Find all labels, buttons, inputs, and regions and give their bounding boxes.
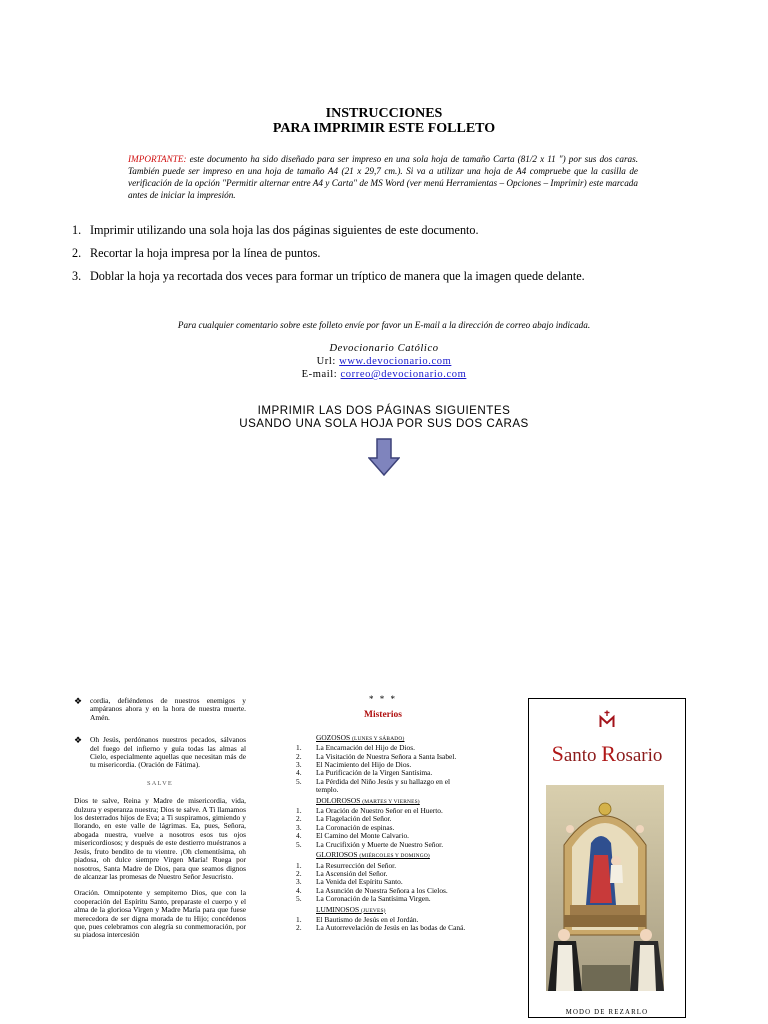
print-notice xyxy=(0,404,768,430)
item-number: 4. xyxy=(296,768,302,778)
bullet-text: cordia, defiéndenos de nuestros enemigos y ampáranos ahora y en la hora de nuestra muerte. Amén. xyxy=(90,696,246,722)
item-number: 3. xyxy=(296,822,302,832)
item-number: 3. xyxy=(296,877,302,887)
important-label: IMPORTANTE: xyxy=(128,154,187,164)
step-item xyxy=(72,269,712,284)
salve-text: Dios te salve, Reina y Madre de misericordia, vida, dulzura y esperanza nuestra; Dios te salve. A Ti llamamos los desterrados hijos de Eva; a Ti suspiramos, gimiendo y llorando, en este valle de lágrimas. Ea, pues, Señora, abogada nuestra, vuelve a nosotros esos tus ojos misericordiosos; y después de este destierro muéstranos a Jesús, fruto bendito de tu vientre. ¡Oh clementísima, oh piadosa, oh dulce siempre Virgen María! Ruega por nosotros, Santa Madre de Dios, para que seamos dignos de alcanzar las promesas de Nuestro Señor Jesucristo. xyxy=(74,796,246,881)
step-number: 1. xyxy=(72,223,82,237)
item-text: La Purificación de la Virgen Santísima. xyxy=(316,768,433,778)
bullet-paragraph xyxy=(74,736,246,770)
group-name: GOZOSOS xyxy=(316,732,351,742)
title-initial: S xyxy=(551,741,564,766)
item-text: La Flagelación del Señor. xyxy=(316,814,392,824)
item-text: La Autorrevelación de Jesús en las bodas de Caná. xyxy=(316,923,466,933)
mystery-group-heading xyxy=(316,797,470,806)
group-name: LUMINOSOS xyxy=(316,904,360,914)
title-text: osario xyxy=(615,745,663,766)
important-text: este documento ha sido diseñado para ser impreso en una sola hoja de tamaño Carta (81/2 x 11 ") por sus dos caras. También puede ser impreso en una hoja de tamaño A4 (21 x 29,7 cm.). Si va a utilizar una hoja de A4 compruebe que la casilla de verificación de la opción "Permitir alternar entre A4 y Carta" de MS Word (ver menú Herramientas – Opciones – Imprimir) este marcada antes de iniciar la impresión. xyxy=(128,154,638,200)
list-item xyxy=(296,924,470,932)
list-item xyxy=(296,841,470,849)
item-number: 2. xyxy=(296,751,302,761)
oracion-text: Oración. Omnipotente y sempiterno Dios, que con la cooperación del Espíritu Santo, preparaste el cuerpo y el alma de la gloriosa Virgen y Madre María para que fuese merecedora de ser digna morada de tu Hijo; concédenos que, pues celebramos con alegría su conmemoración, por su piadosa intercesión xyxy=(74,888,246,940)
item-number: 1. xyxy=(296,914,302,924)
contact-block xyxy=(0,342,768,381)
item-text: La Venida del Espíritu Santo. xyxy=(316,877,403,887)
item-text: La Resurrección del Señor. xyxy=(316,860,397,870)
group-name: GLORIOSOS xyxy=(316,850,358,860)
item-text: La Ascensión del Señor. xyxy=(316,868,388,878)
item-text: La Crucifixión y Muerte de Nuestro Señor. xyxy=(316,839,444,849)
virgin-rosary-painting xyxy=(546,785,664,991)
page-title xyxy=(0,106,768,136)
mystery-group-heading xyxy=(316,906,470,915)
item-text: El Camino del Monte Calvario. xyxy=(316,831,409,841)
print-notice-line-1: IMPRIMIR LAS DOS PÁGINAS SIGUIENTES xyxy=(257,404,511,417)
mystery-group-heading xyxy=(316,851,470,860)
item-number: 1. xyxy=(296,743,302,753)
item-number: 2. xyxy=(296,923,302,933)
step-text: Imprimir utilizando una sola hoja las dos páginas siguientes de este documento. xyxy=(90,223,479,237)
important-note xyxy=(128,153,638,201)
list-item xyxy=(296,778,470,795)
item-number: 5. xyxy=(296,839,302,849)
section-separator: * * * xyxy=(369,694,397,704)
group-days: (LUNES Y SÁBADO) xyxy=(351,735,405,742)
mysteries-column xyxy=(296,695,470,935)
group-days: (JUEVES) xyxy=(360,907,386,914)
comment-note: Para cualquier comentario sobre este folleto envíe por favor un E-mail a la dirección de correo abajo indicada. xyxy=(177,320,591,330)
item-text: El Nacimiento del Hijo de Dios. xyxy=(316,760,412,770)
url-line xyxy=(0,355,768,368)
instruction-steps xyxy=(72,223,712,292)
email-line xyxy=(0,368,768,381)
step-text: Doblar la hoja ya recortada dos veces para formar un tríptico de manera que la imagen quede delante. xyxy=(90,269,585,283)
marian-monogram-icon xyxy=(529,710,685,732)
step-text: Recortar la hoja impresa por la línea de puntos. xyxy=(90,246,321,260)
item-number: 1. xyxy=(296,806,302,816)
item-text: La Visitación de Nuestra Señora a Santa Isabel. xyxy=(316,751,457,761)
org-name: Devocionario Católico xyxy=(329,343,439,354)
url-label: Url: xyxy=(316,356,340,367)
item-text: La Pérdida del Niño Jesús y su hallazgo en el templo. xyxy=(316,776,451,795)
cover-subtitle: MODO DE REZARLO xyxy=(565,1009,649,1016)
item-number: 4. xyxy=(296,885,302,895)
title-text: anto xyxy=(563,745,602,766)
step-number: 3. xyxy=(72,269,82,283)
item-number: 2. xyxy=(296,814,302,824)
booklet-cover xyxy=(528,698,686,1018)
step-item xyxy=(72,246,712,261)
cover-title xyxy=(529,741,685,767)
step-item xyxy=(72,223,712,238)
group-name: DOLOROSOS xyxy=(316,795,361,805)
prayer-column xyxy=(74,697,246,948)
mystery-list xyxy=(296,807,470,849)
item-text: La Asunción de Nuestra Señora a los Cielos. xyxy=(316,885,448,895)
item-text: La Coronación de la Santísima Virgen. xyxy=(316,894,431,904)
item-number: 2. xyxy=(296,868,302,878)
item-text: La Coronación de espinas. xyxy=(316,822,395,832)
group-days: (MARTES Y VIERNES) xyxy=(362,798,420,805)
item-number: 5. xyxy=(296,894,302,904)
mysteries-heading: Misterios xyxy=(364,710,402,721)
salve-heading: SALVE xyxy=(146,779,173,787)
list-item xyxy=(296,895,470,903)
bullet-diamond-icon: ❖ xyxy=(74,696,83,706)
item-text: La Oración de Nuestro Señor en el Huerto. xyxy=(316,806,443,816)
print-notice-line-2: USANDO UNA SOLA HOJA POR SUS DOS CARAS xyxy=(239,417,529,430)
item-number: 3. xyxy=(296,760,302,770)
step-number: 2. xyxy=(72,246,82,260)
item-text: El Bautismo de Jesús en el Jordán. xyxy=(316,914,419,924)
down-arrow-icon xyxy=(368,438,400,476)
bullet-paragraph xyxy=(74,697,246,722)
email-label: E-mail: xyxy=(301,369,341,380)
mystery-group-heading xyxy=(316,734,470,743)
title-line-1: INSTRUCCIONES xyxy=(325,106,443,121)
title-line-2: PARA IMPRIMIR ESTE FOLLETO xyxy=(272,121,496,136)
item-number: 1. xyxy=(296,860,302,870)
item-number: 4. xyxy=(296,831,302,841)
mystery-list xyxy=(296,862,470,904)
url-link[interactable]: www.devocionario.com xyxy=(339,356,452,367)
mystery-list xyxy=(296,744,470,794)
title-initial: R xyxy=(601,741,616,766)
email-link[interactable]: correo@devocionario.com xyxy=(340,369,467,380)
item-text: La Encarnación del Hijo de Dios. xyxy=(316,743,415,753)
bullet-text: Oh Jesús, perdónanos nuestros pecados, sálvanos del fuego del infierno y guía todas las almas al Cielo, especialmente aquellas que necesitan más de tu misericordia. (Oración de Fátima). xyxy=(90,735,246,770)
item-number: 5. xyxy=(296,776,302,786)
mystery-list xyxy=(296,916,470,933)
group-days: (MIÉRCOLES Y DOMINGO) xyxy=(359,853,430,860)
bullet-diamond-icon: ❖ xyxy=(74,735,83,746)
